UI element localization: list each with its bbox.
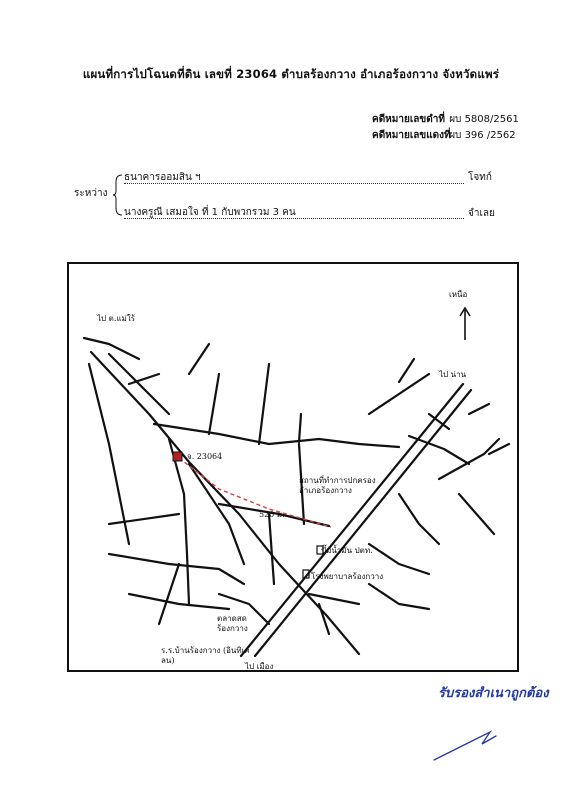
label-school: ร.ร.บ้านร้องกวาง (อินทิเคลน): [161, 646, 250, 665]
map-drawing: [69, 264, 517, 670]
north-arrow-icon: [460, 308, 470, 340]
black-case-value: ผบ 5808/2561: [449, 114, 519, 125]
red-case-value: ผบ 396 /2562: [449, 130, 516, 141]
label-to-city: ไป เมือง: [245, 662, 274, 671]
defendant-role: จำเลย: [468, 208, 495, 219]
road-network: [84, 338, 509, 656]
plaintiff-name: ธนาคารออมสิน ฯ: [124, 170, 464, 184]
north-label: เหนือ: [449, 290, 468, 299]
certification-stamp: รับรองสำเนาถูกต้อง: [438, 686, 549, 701]
location-map: [67, 262, 519, 672]
red-case-label: คดีหมายเลขแดงที่: [372, 130, 451, 141]
label-market: ตลาดสด ร้องกวาง: [217, 614, 248, 633]
between-label: ระหว่าง: [74, 188, 108, 199]
label-to-mae-phrao: ไป ต.แม่ใร้: [97, 314, 136, 323]
label-to-nan: ไป น่าน: [439, 370, 467, 379]
plot-marker: [173, 452, 182, 461]
red-case-number: [372, 128, 516, 143]
defendant-name: นางครูณี เสมอใจ ที่ 1 กับพวกรวม 3 คน: [124, 205, 464, 219]
document-title: แผนที่การไปโฉนดที่ดิน เลขที่ 23064 ตำบลร้องกวาง อำเภอร้องกวาง จังหวัดแพร่: [82, 67, 500, 81]
label-distance: 520 ม.: [259, 510, 285, 519]
black-case-number: [372, 112, 519, 127]
party-brace: [113, 174, 123, 216]
label-plot: จ. 23064: [187, 452, 223, 461]
black-case-label: คดีหมายเลขดำที่: [372, 114, 445, 125]
plaintiff-role: โจทก์: [468, 172, 492, 183]
signature: [430, 724, 502, 764]
label-ptt: ปั๊มน้ำมัน ปตท.: [321, 546, 373, 555]
label-office: สถานที่ทำการปกครอง อำเภอร้องกวาง: [299, 476, 376, 495]
label-hospital: โรงพยาบาลร้องกวาง: [311, 572, 384, 581]
